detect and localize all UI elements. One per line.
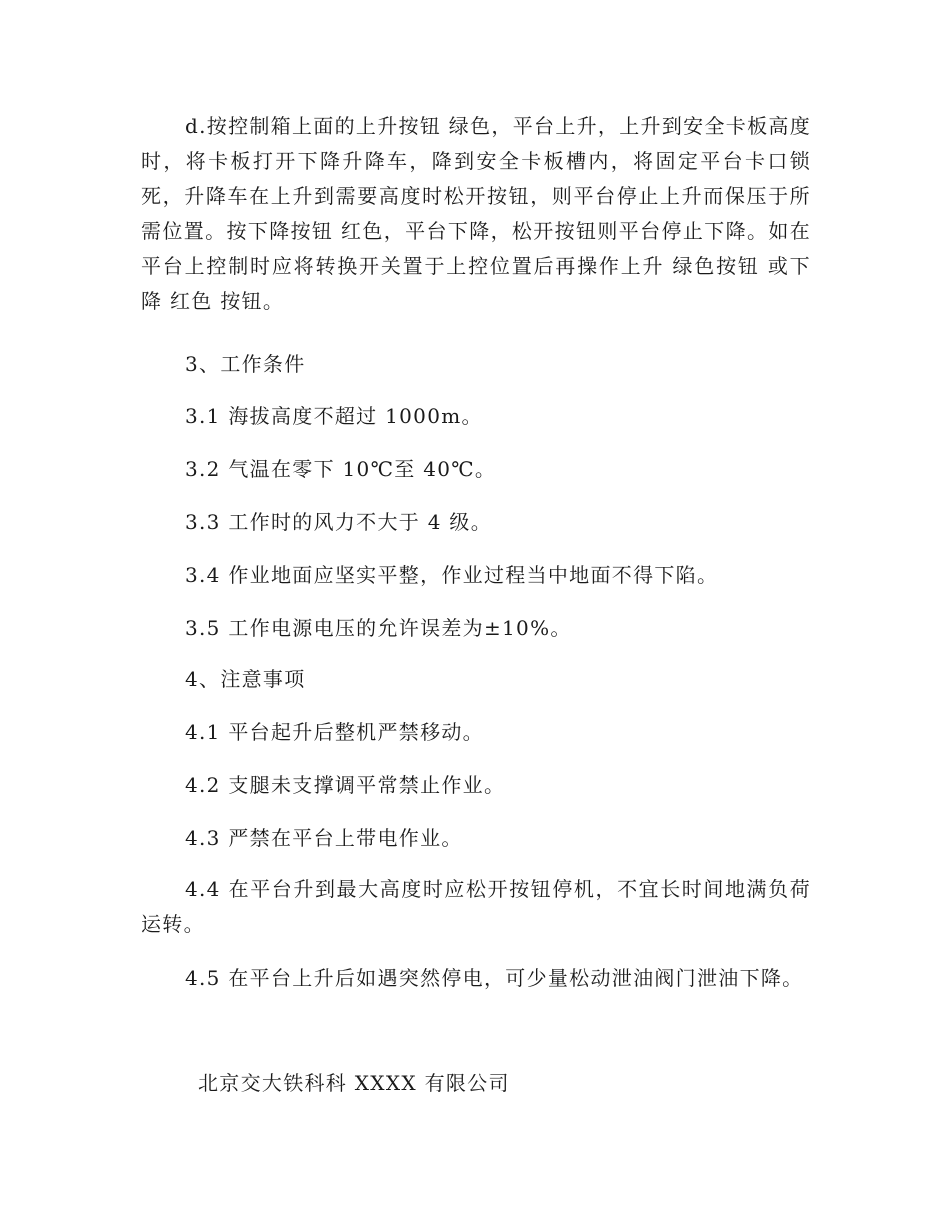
condition-item-3-1: 3.1 海拔高度不超过 1000m。 — [185, 404, 483, 428]
condition-item-3-5: 3.5 工作电源电压的允许误差为±10%。 — [185, 616, 572, 640]
paragraph-operation-d: d.按控制箱上面的上升按钮 绿色，平台上升，上升到安全卡板高度时，将卡板打开下降升降车，降到安全卡板槽内，将固定平台卡口锁死，升降车在上升到需要高度时松开按钮，则平台停止上升而保压于所需位置。按下降按钮 红色，平台下降，松开按钮则平台停止下降。如在平台上控制时应将转换开关置于上控位置后再操作上升 绿色按钮 或下降 红色 按钮。 — [141, 114, 811, 313]
precaution-item-4-1: 4.1 平台起升后整机严禁移动。 — [185, 720, 484, 744]
precaution-item-4-5: 4.5 在平台上升后如遇突然停电，可少量松动泄油阀门泄油下降。 — [185, 966, 804, 990]
company-name: 北京交大铁科科 XXXX 有限公司 — [198, 1071, 510, 1095]
precaution-item-4-3: 4.3 严禁在平台上带电作业。 — [185, 826, 463, 850]
section-heading-precautions: 4、注意事项 — [185, 667, 306, 691]
condition-item-3-2: 3.2 气温在零下 10℃至 40℃。 — [185, 457, 497, 481]
precaution-item-4-2: 4.2 支腿未支撑调平常禁止作业。 — [185, 773, 506, 797]
section-heading-working-conditions: 3、工作条件 — [185, 352, 306, 376]
condition-item-3-3: 3.3 工作时的风力不大于 4 级。 — [185, 510, 493, 534]
precaution-item-4-4: 4.4 在平台升到最大高度时应松开按钮停机，不宜长时间地满负荷运转。 — [141, 877, 811, 936]
condition-item-3-4: 3.4 作业地面应坚实平整，作业过程当中地面不得下陷。 — [185, 563, 719, 587]
